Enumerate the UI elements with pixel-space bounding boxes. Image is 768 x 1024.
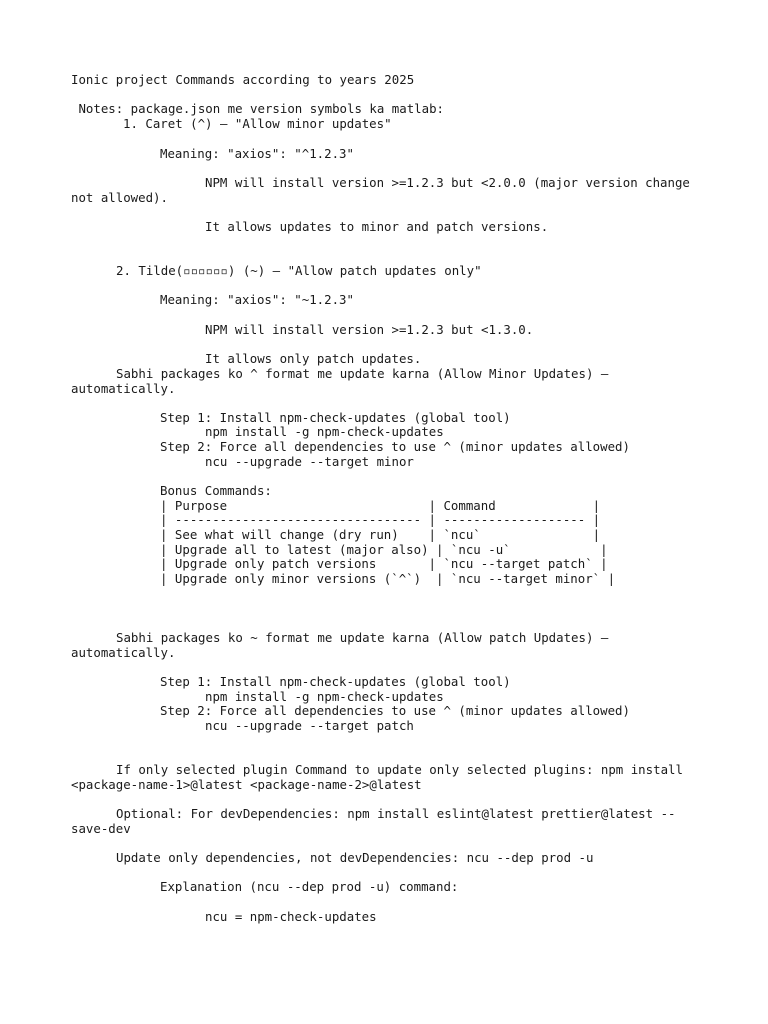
bonus-table-row: | See what will change (dry run) | `ncu` | [160,527,601,542]
patch-step1: Step 1: Install npm-check-updates (global tool) [160,674,511,689]
minor-section-heading-cont: automatically. [71,381,176,396]
bonus-table-separator: | --------------------------------- | ------------------- | [160,512,601,527]
minor-step2-command: ncu --upgrade --target minor [205,454,414,469]
tilde-allows: It allows only patch updates. [205,351,422,366]
bonus-table-row: | Upgrade only patch versions | `ncu --target patch` | [160,556,608,571]
notes-heading: Notes: package.json me version symbols ka matlab: [71,101,444,116]
minor-step1-command: npm install -g npm-check-updates [205,424,444,439]
patch-section-heading-cont: automatically. [71,645,176,660]
caret-npm-line-cont: not allowed). [71,190,168,205]
patch-step2-command: ncu --upgrade --target patch [205,718,414,733]
tilde-npm-line: NPM will install version >=1.2.3 but <1.3.0. [205,322,534,337]
update-only-deps-line: Update only dependencies, not devDependencies: ncu --dep prod -u [116,850,594,865]
tilde-heading: 2. Tilde(▫▫▫▫▫▫) (~) — "Allow patch updates only" [116,263,482,278]
bonus-heading: Bonus Commands: [160,483,272,498]
ncu-definition: ncu = npm-check-updates [205,909,377,924]
selected-plugins-line-cont: <package-name-1>@latest <package-name-2>@latest [71,777,422,792]
minor-step1: Step 1: Install npm-check-updates (global tool) [160,410,511,425]
bonus-table-header: | Purpose | Command | [160,498,601,513]
bonus-table-row: | Upgrade all to latest (major also) | `ncu -u` | [160,542,608,557]
bonus-table-row: | Upgrade only minor versions (`^`) | `ncu --target minor` | [160,571,616,586]
minor-section-heading: Sabhi packages ko ^ format me update karna (Allow Minor Updates) — [116,366,609,381]
selected-plugins-line: If only selected plugin Command to update only selected plugins: npm install [116,762,683,777]
explanation-heading: Explanation (ncu --dep prod -u) command: [160,879,459,894]
patch-section-heading: Sabhi packages ko ~ format me update karna (Allow patch Updates) — [116,630,609,645]
caret-allows: It allows updates to minor and patch versions. [205,219,549,234]
optional-dev-line-cont: save-dev [71,821,131,836]
document-title: Ionic project Commands according to years 2025 [71,72,415,87]
caret-heading: 1. Caret (^) — "Allow minor updates" [123,116,392,131]
minor-step2: Step 2: Force all dependencies to use ^ (minor updates allowed) [160,439,630,454]
patch-step1-command: npm install -g npm-check-updates [205,689,444,704]
patch-step2: Step 2: Force all dependencies to use ^ (minor updates allowed) [160,703,630,718]
caret-npm-line: NPM will install version >=1.2.3 but <2.0.0 (major version change [205,175,690,190]
tilde-meaning: Meaning: "axios": "~1.2.3" [160,292,354,307]
optional-dev-line: Optional: For devDependencies: npm install eslint@latest prettier@latest -- [116,806,676,821]
caret-meaning: Meaning: "axios": "^1.2.3" [160,146,354,161]
